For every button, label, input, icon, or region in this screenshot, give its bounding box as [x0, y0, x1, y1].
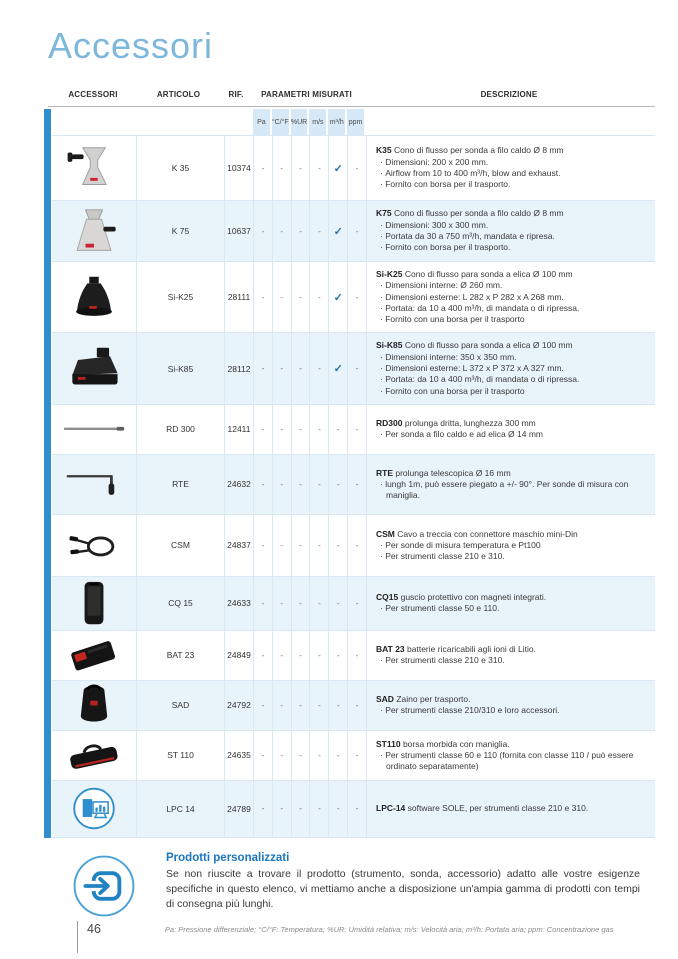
product-summary: Cavo a treccia con connettore maschio mini-Din — [397, 528, 578, 539]
param-ppm-value: - — [347, 455, 366, 514]
desc-bullet: · Per strumenti classe 210 e 310. — [380, 655, 505, 666]
accessories-table — [44, 109, 655, 838]
description-cell — [366, 781, 655, 837]
desc-bullet: · Dimensioni interne: 350 x 350 mm. — [380, 351, 517, 362]
rif-value: 10374 — [224, 136, 253, 200]
header-descrizione: DESCRIZIONE — [480, 90, 538, 99]
product-code: RD300 — [376, 418, 403, 429]
param-c-f-value: - — [272, 631, 291, 680]
param-m-s-value: - — [309, 515, 328, 576]
product-image-lpc14 — [52, 781, 136, 837]
param-pa-value: - — [253, 333, 272, 403]
description-cell — [366, 405, 655, 454]
header-divider — [48, 106, 655, 107]
param-pa-value: - — [253, 136, 272, 200]
param-m-s-value: - — [309, 455, 328, 514]
product-summary: guscio protettivo con magneti integrati. — [400, 592, 547, 603]
desc-bullet: · Fornito con borsa per il trasporto. — [380, 179, 511, 190]
param-m-s-value: - — [309, 136, 328, 200]
param-ppm-value: - — [347, 631, 366, 680]
param-pa-value: - — [253, 455, 272, 514]
product-image-bat23 — [52, 631, 136, 680]
description-cell — [366, 577, 655, 630]
param-m-s-value: - — [309, 577, 328, 630]
page-number: 46 — [87, 922, 101, 936]
param-m3-h-value: - — [328, 515, 347, 576]
param-values — [253, 631, 366, 680]
callout-title: Prodotti personalizzati — [166, 851, 290, 864]
param-values — [253, 262, 366, 332]
param-values — [253, 136, 366, 200]
articolo-value: Si-K25 — [136, 262, 224, 332]
param-ppm-value: - — [347, 136, 366, 200]
param-c-f-value: - — [272, 455, 291, 514]
rif-value: 24632 — [224, 455, 253, 514]
header-accessori: ACCESSORI — [68, 90, 118, 99]
param-m3-h-value: - — [328, 631, 347, 680]
table-row-k75 — [52, 200, 655, 261]
desc-bullet: · Fornito con una borsa per il trasporto — [380, 314, 525, 325]
param-m3-h-value: - — [328, 455, 347, 514]
param-c-f-value: - — [272, 405, 291, 454]
param-ur-value: - — [291, 731, 310, 780]
param-pa-value: - — [253, 577, 272, 630]
param-c-f-value: - — [272, 577, 291, 630]
param-values — [253, 333, 366, 403]
param-ppm-value: - — [347, 405, 366, 454]
param-c-f-value: - — [272, 681, 291, 730]
articolo-value: K 75 — [136, 201, 224, 261]
product-code: ST110 — [376, 738, 401, 749]
param-m3-h-value: ✓ — [328, 136, 347, 200]
product-code: K75 — [376, 208, 392, 219]
param-pa-value: - — [253, 681, 272, 730]
param-m-s-value: - — [309, 201, 328, 261]
description-cell — [366, 333, 655, 403]
desc-bullet: · Per sonda a filo caldo e ad elica Ø 14 mm — [380, 429, 543, 440]
header-rif: RIF. — [228, 90, 244, 99]
product-image-sik85 — [52, 333, 136, 403]
desc-bullet: · Dimensioni esterne: L 372 x P 372 x A 327 mm. — [380, 363, 564, 374]
param-pa-value: - — [253, 781, 272, 837]
desc-bullet: · Per strumenti classe 210/310 e loro accessori. — [380, 705, 560, 716]
param-c-f-value: - — [272, 136, 291, 200]
rif-value: 24837 — [224, 515, 253, 576]
articolo-value: BAT 23 — [136, 631, 224, 680]
param-m-s-value: - — [309, 731, 328, 780]
articolo-value: CSM — [136, 515, 224, 576]
product-image-csm — [52, 515, 136, 576]
custom-products-callout — [72, 852, 678, 918]
param-ur-value: - — [291, 455, 310, 514]
param-m3-h-value: - — [328, 681, 347, 730]
desc-bullet: · Per strumenti classe 60 e 110 (fornita con classe 110 / può essere ordinato separatamente) — [380, 749, 634, 772]
product-summary: prolunga dritta, lunghezza 300 mm — [404, 418, 536, 429]
product-summary: Cono di flusso per sonda a filo caldo Ø 8 mm — [393, 208, 564, 219]
desc-bullet: · Fornito con borsa per il trasporto. — [380, 242, 511, 253]
header-articolo: ARTICOLO — [156, 90, 201, 99]
param-c-f-value: - — [272, 515, 291, 576]
table-row-k35 — [52, 136, 655, 200]
param-pa-value: - — [253, 201, 272, 261]
page-footer — [77, 921, 645, 953]
param-ppm-value: - — [347, 333, 366, 403]
param-ur-value: - — [291, 631, 310, 680]
callout-body: Se non riuscite a trovare il prodotto (strumento, sonda, accessorio) adatto alle vostre esigenze specifiche in questo elenco, vi mettiamo anche a disposizione un'ampia gamma di prodotti con tempi di consegna più lunghi. — [166, 867, 640, 910]
product-image-k75 — [52, 201, 136, 261]
articolo-value: RD 300 — [136, 405, 224, 454]
description-cell — [366, 681, 655, 730]
product-summary: batterie ricaricabili agli ioni di Litio. — [407, 644, 537, 655]
table-row-st110 — [52, 730, 655, 780]
param-m3-h-value: - — [328, 577, 347, 630]
table-row-sik25 — [52, 261, 655, 332]
desc-bullet: · Airflow from 10 to 400 m³/h, blow and exhaust. — [380, 168, 561, 178]
param-c-f-value: - — [272, 201, 291, 261]
param-values — [253, 681, 366, 730]
description-cell — [366, 731, 655, 780]
param-pa-value: - — [253, 631, 272, 680]
desc-bullet: · Dimensioni: 300 x 300 mm. — [380, 219, 489, 230]
param-c-f-value: - — [272, 781, 291, 837]
param-subheader-row — [52, 109, 655, 136]
param-ppm-value: - — [347, 262, 366, 332]
param-values — [253, 201, 366, 261]
param-pa-value: - — [253, 262, 272, 332]
product-code: BAT 23 — [376, 644, 405, 655]
desc-bullet: · Dimensioni: 200 x 200 mm. — [380, 156, 489, 167]
product-code: LPC-14 — [376, 803, 406, 814]
param-m-s-value: - — [309, 781, 328, 837]
param-m-s-value: - — [309, 262, 328, 332]
param-ur-value: - — [291, 136, 310, 200]
product-summary: borsa morbida con maniglia. — [402, 738, 510, 749]
param-c-f-value: - — [272, 333, 291, 403]
param-values — [253, 455, 366, 514]
param-c-f-value: - — [272, 731, 291, 780]
desc-bullet: · Dimensioni interne: Ø 260 mm. — [380, 280, 503, 291]
desc-bullet: · Per sonde di misura temperatura e Pt100 — [380, 539, 541, 550]
table-row-lpc14 — [52, 780, 655, 837]
product-summary: prolunga telescopica Ø 16 mm — [395, 467, 511, 478]
description-cell — [366, 262, 655, 332]
desc-bullet: · Dimensioni esterne: L 282 x P 282 x A 268 mm. — [380, 291, 564, 302]
rif-value: 24792 — [224, 681, 253, 730]
table-row-bat23 — [52, 630, 655, 680]
param-pa-value: - — [253, 405, 272, 454]
product-summary: Zaino per trasporto. — [396, 694, 471, 705]
param-m3-h-value: ✓ — [328, 201, 347, 261]
param-ppm-value: - — [347, 515, 366, 576]
param-ur-value: - — [291, 201, 310, 261]
param-m3-h-value: ✓ — [328, 262, 347, 332]
product-code: Si-K25 — [376, 269, 403, 279]
param-pa-value: - — [253, 731, 272, 780]
table-header-row — [51, 90, 655, 99]
rif-value: 28112 — [224, 333, 253, 403]
enter-arrow-icon — [72, 854, 136, 918]
param-m-s-value: - — [309, 405, 328, 454]
param-values — [253, 405, 366, 454]
param-col-ppm: ppm — [345, 109, 364, 135]
rif-value: 24849 — [224, 631, 253, 680]
param-ppm-value: - — [347, 577, 366, 630]
param-c-f-value: - — [272, 262, 291, 332]
param-m-s-value: - — [309, 681, 328, 730]
desc-bullet: · lungh 1m, può essere piegato a +/- 90°. Per sonde di misura con maniglia. — [380, 478, 629, 501]
rif-value: 24789 — [224, 781, 253, 837]
product-summary: Cono di flusso per sonda a filo caldo Ø 8 mm — [393, 145, 564, 156]
param-values — [253, 781, 366, 837]
rif-value: 12411 — [224, 405, 253, 454]
articolo-value: K 35 — [136, 136, 224, 200]
table-row-cq15 — [52, 576, 655, 630]
param-ur-value: - — [291, 405, 310, 454]
param-values — [253, 515, 366, 576]
param-ppm-value: - — [347, 681, 366, 730]
param-ur-value: - — [291, 681, 310, 730]
rif-value: 28111 — [224, 262, 253, 332]
param-col-m-s: m/s — [307, 109, 326, 135]
rif-value: 10637 — [224, 201, 253, 261]
header-parametri: PARAMETRI MISURATI — [261, 90, 352, 99]
param-m3-h-value: - — [328, 731, 347, 780]
product-image-sik25 — [52, 262, 136, 332]
param-ppm-value: - — [347, 201, 366, 261]
param-ur-value: - — [291, 781, 310, 837]
description-cell — [366, 631, 655, 680]
rif-value: 24635 — [224, 731, 253, 780]
param-col-pa: Pa — [251, 109, 270, 135]
articolo-value: CQ 15 — [136, 577, 224, 630]
desc-bullet: · Per strumenti classe 50 e 110. — [380, 603, 500, 614]
product-code: Si-K85 — [376, 340, 403, 351]
articolo-value: ST 110 — [136, 731, 224, 780]
param-m3-h-value: ✓ — [328, 333, 347, 403]
param-col-m3-h: m³/h — [326, 109, 345, 135]
product-image-sad — [52, 681, 136, 730]
table-row-csm — [52, 514, 655, 576]
param-ppm-value: - — [347, 731, 366, 780]
description-cell — [366, 136, 655, 200]
product-image-st110 — [52, 731, 136, 780]
param-m3-h-value: - — [328, 781, 347, 837]
page-title: Accessori — [48, 25, 214, 66]
product-summary: software SOLE, per strumenti classe 210 e 310. — [407, 803, 589, 814]
product-code: CSM — [376, 528, 395, 539]
param-ur-value: - — [291, 515, 310, 576]
param-ur-value: - — [291, 333, 310, 403]
param-m3-h-value: - — [328, 405, 347, 454]
product-code: CQ15 — [376, 592, 399, 603]
articolo-value: Si-K85 — [136, 333, 224, 403]
param-pa-value: - — [253, 515, 272, 576]
param-ur-value: - — [291, 577, 310, 630]
product-image-k35 — [52, 136, 136, 200]
product-code: RTE — [376, 467, 393, 478]
param-ppm-value: - — [347, 781, 366, 837]
param-ur-value: - — [291, 262, 310, 332]
description-cell — [366, 455, 655, 514]
table-row-sik85 — [52, 332, 655, 403]
product-image-rte — [52, 455, 136, 514]
desc-bullet: · Fornito con una borsa per il trasporto — [380, 385, 525, 396]
table-row-sad — [52, 680, 655, 730]
table-body — [52, 136, 655, 837]
articolo-value: SAD — [136, 681, 224, 730]
articolo-value: RTE — [136, 455, 224, 514]
description-cell — [366, 515, 655, 576]
desc-bullet: · Portata da 30 a 750 m³/h, mandata e ripresa. — [380, 231, 555, 241]
product-summary: Cono di flusso para sonda a elica Ø 100 mm — [404, 269, 573, 279]
articolo-value: LPC 14 — [136, 781, 224, 837]
table-row-rte — [52, 454, 655, 514]
table-row-rd300 — [52, 404, 655, 454]
description-cell — [366, 201, 655, 261]
param-col-c-f: °C/°F — [270, 109, 289, 135]
desc-bullet: · Portata: da 10 a 400 m³/h, di mandata o di ripressa. — [380, 302, 580, 313]
param-values — [253, 577, 366, 630]
rif-value: 24633 — [224, 577, 253, 630]
product-image-cq15 — [52, 577, 136, 630]
desc-bullet: · Portata: da 10 a 400 m³/h, di mandata o di ripressa. — [380, 374, 580, 385]
desc-bullet: · Per strumenti classe 210 e 310. — [380, 551, 505, 562]
param-m-s-value: - — [309, 333, 328, 403]
product-code: SAD — [376, 694, 394, 705]
param-values — [253, 731, 366, 780]
product-summary: Cono di flusso para sonda a elica Ø 100 mm — [404, 340, 573, 351]
product-code: K35 — [376, 145, 392, 156]
accent-bar — [44, 109, 51, 838]
param-col-ur: %UR — [289, 109, 308, 135]
param-m-s-value: - — [309, 631, 328, 680]
footer-abbreviations: Pa: Pressione differenziale; °C/°F: Temperatura; %UR: Umidità relativa; m/s: Velocità aria; m³/h: Portata aria; ppm: Concentrazione gas — [164, 925, 614, 934]
product-image-rd300 — [52, 405, 136, 454]
